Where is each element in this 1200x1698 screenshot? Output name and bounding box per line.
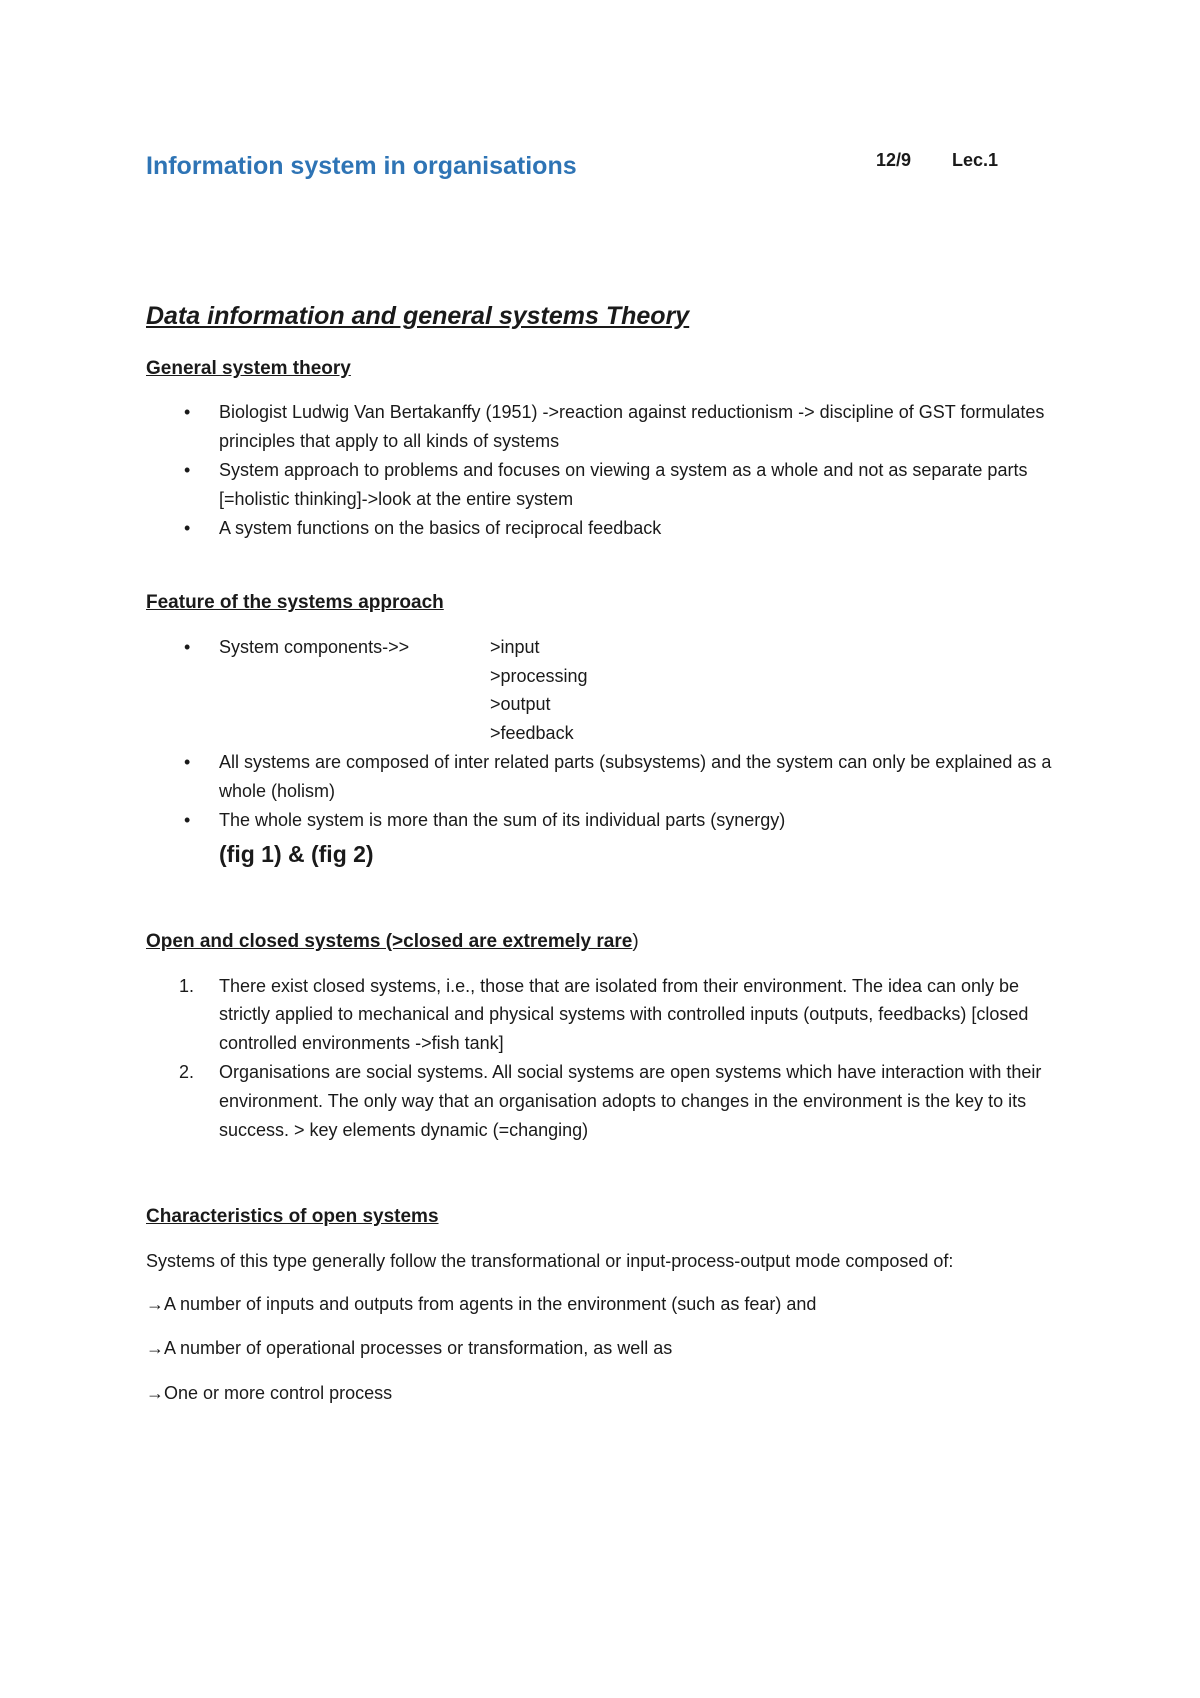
list-item [146, 972, 1066, 1058]
arrow-line-processes [146, 1334, 1066, 1363]
arrow-line-text: One or more control process [164, 1383, 393, 1404]
list-item: • All systems are composed of inter related parts (subsystems) and the system can only be explained as a whole (holism) [146, 748, 1066, 806]
item-text: There exist closed systems, i.e., those that are isolated from their environment. The idea can only be strictly applied to mechanical and physical systems with controlled inputs (outputs, feedbacks) [closed controlled environments ->fish tank] [219, 975, 1029, 1054]
open-closed-heading-end: ) [632, 931, 639, 953]
list-item [146, 1058, 1066, 1144]
document-title: Information system in organisations [146, 152, 577, 180]
systems-approach-list-cont [146, 748, 1066, 834]
section-heading-general-system-theory: General system theory [146, 358, 351, 379]
section-heading-systems-approach: Feature of the systems approach [146, 592, 444, 614]
item-number: 1. [179, 975, 195, 996]
systems-approach-list [146, 633, 1066, 662]
item-number: 2. [179, 1061, 195, 1082]
document-header [146, 146, 1066, 186]
component-processing: >processing [490, 665, 588, 686]
open-characteristics-intro: Systems of this type generally follow the transformational or input-process-output mode composed of: [146, 1250, 954, 1271]
arrow-line-inputs [146, 1290, 1066, 1319]
main-heading: Data information and general systems Theory [146, 302, 690, 330]
section-heading-open-characteristics: Characteristics of open systems [146, 1206, 439, 1228]
component-feedback: >feedback [490, 723, 574, 744]
arrow-line-text: A number of operational processes or transformation, as well as [164, 1338, 673, 1359]
list-item: • System approach to problems and focuses on viewing a system as a whole and not as separate parts [=holistic thinking]->look at the entire system [146, 456, 1066, 514]
list-item-components [146, 633, 1066, 662]
lecture-date: 12/9 [876, 150, 912, 170]
arrow-icon: → [146, 1338, 164, 1359]
general-system-theory-list [146, 398, 1066, 542]
arrow-line-control [146, 1379, 1066, 1408]
list-item: • Biologist Ludwig Van Bertakanffy (1951) ->reaction against reductionism -> discipline of GST formulates principles that apply to all kinds of systems [146, 398, 1066, 456]
components-label: • System components->> [219, 636, 410, 657]
arrow-icon: → [146, 1383, 164, 1404]
list-item: • A system functions on the basics of reciprocal feedback [146, 514, 1066, 543]
section-heading-open-closed [146, 927, 1066, 957]
component-input: >input [490, 636, 540, 657]
arrow-icon: → [146, 1293, 164, 1314]
arrow-line-text: A number of inputs and outputs from agents in the environment (such as fear) and [164, 1293, 817, 1314]
item-text: Organisations are social systems. All social systems are open systems which have interaction with their environment. The only way that an organisation adopts to changes in the environment is the key to its success. > key elements dynamic (=changing) [219, 1061, 1042, 1140]
list-item: • The whole system is more than the sum of its individual parts (synergy) [146, 806, 1066, 835]
document-body [146, 296, 1066, 1408]
open-closed-list [146, 972, 1066, 1145]
figure-reference: (fig 1) & (fig 2) [219, 841, 374, 868]
lecture-number: Lec.1 [952, 150, 999, 170]
open-closed-heading-text: Open and closed systems (>closed are extremely rare [146, 931, 633, 953]
component-output: >output [490, 694, 551, 715]
